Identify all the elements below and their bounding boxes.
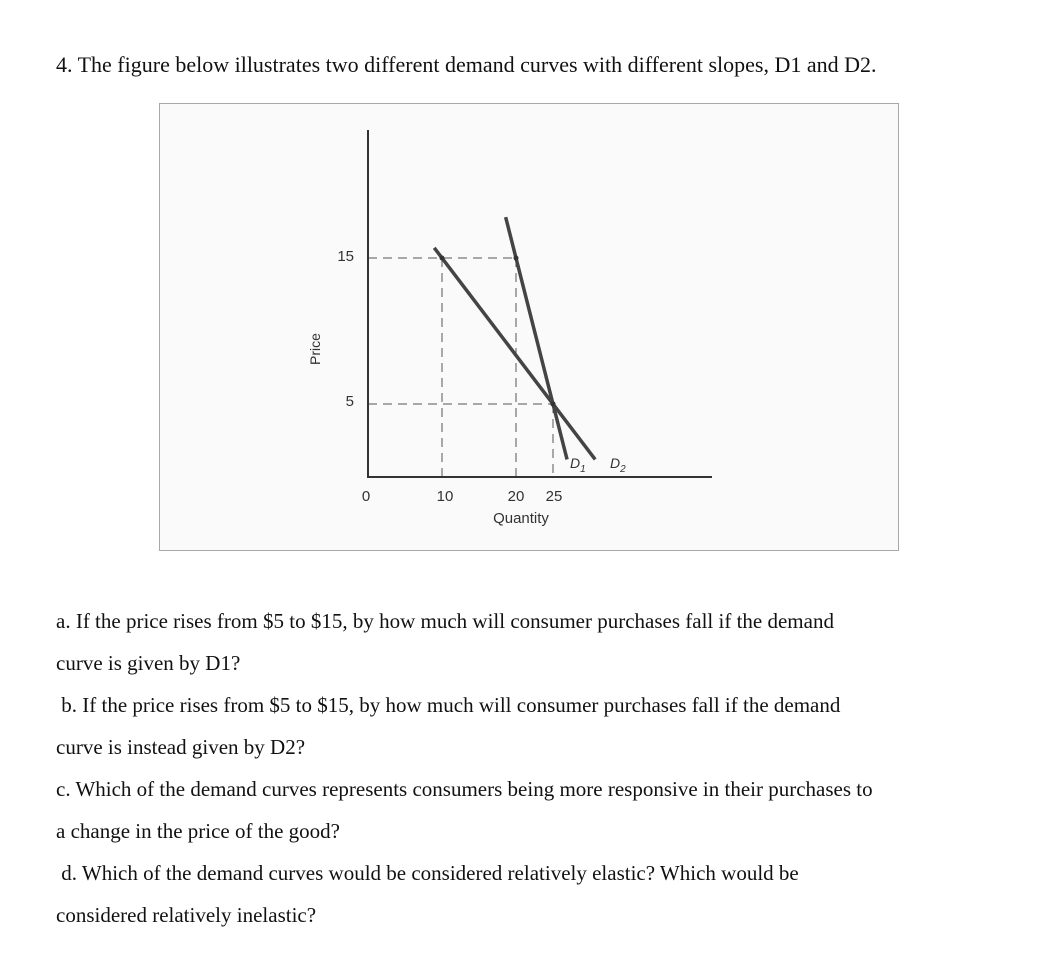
curve-label-d1-subscript: 1 [580, 464, 586, 475]
point-d2-1 [551, 402, 556, 407]
curve-label-d2-letter: D [610, 455, 621, 471]
x-axis-label: Quantity [493, 510, 549, 527]
part-c-line-2: a change in the price of the good? [56, 819, 340, 843]
curve-d1 [434, 248, 595, 460]
curve-label-d1 [570, 455, 586, 475]
demand-curves [434, 217, 595, 459]
y-tick-15: 15 [337, 248, 354, 265]
part-a-line-2: curve is given by D1? [56, 651, 241, 675]
curve-label-d2-subscript: 2 [620, 464, 626, 475]
point-d2-0 [514, 256, 519, 261]
question-heading [56, 52, 877, 78]
point-d1-0 [440, 256, 445, 261]
part-d-line-2: considered relatively inelastic? [56, 903, 317, 927]
question-number: 4. [56, 52, 73, 77]
part-c-line-1: c. Which of the demand curves represents consumers being more responsive in their purchases to [56, 777, 873, 801]
question-parts [56, 600, 1016, 936]
part-d-line-1: d. Which of the demand curves would be considered relatively elastic? Which would be [56, 861, 799, 885]
x-tick-0: 0 [361, 488, 371, 505]
x-tick-10: 10 [436, 488, 454, 505]
x-tick-20: 20 [507, 488, 525, 505]
demand-chart [160, 104, 898, 550]
curve-label-d2 [610, 455, 626, 475]
question-text: The figure below illustrates two different demand curves with different slopes, D1 and D2. [72, 52, 877, 77]
part-b-line-1: b. If the price rises from $5 to $15, by how much will consumer purchases fall if the demand [56, 693, 841, 717]
x-tick-25: 25 [545, 488, 563, 505]
y-tick-5: 5 [345, 393, 354, 410]
curve-d2 [506, 217, 567, 459]
part-b-line-2: curve is instead given by D2? [56, 735, 306, 759]
part-a-line-1: a. If the price rises from $5 to $15, by how much will consumer purchases fall if the demand [56, 609, 834, 633]
curve-label-d1-letter: D [570, 455, 581, 471]
demand-curve-figure [159, 103, 899, 551]
y-axis-label: Price [307, 333, 323, 365]
